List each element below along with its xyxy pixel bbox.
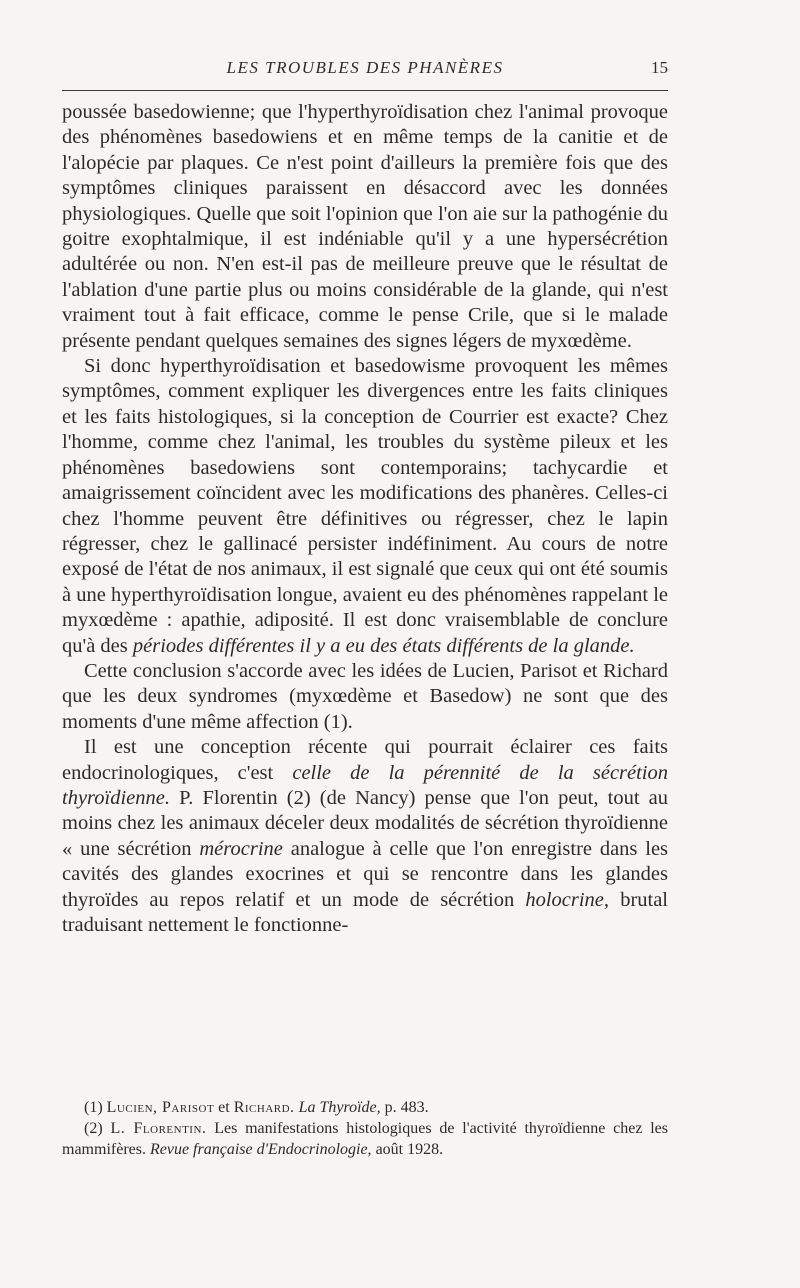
paragraph-4-italic-f: holocrine, xyxy=(525,888,610,911)
paragraph-2-text: Si donc hyperthyroïdisation et basedowisme provoquent les mêmes symptômes, comment expliquer les divergences entre les faits cliniques et les faits histologiques, si la conception de Courrier est exacte? Chez l'homme, comme chez l'animal, les troubles du système pileux et les phénomènes basedowiens sont contemporains; tachycardie et amaigrissement coïncident avec les modifications des phanères. Celles-ci chez l'homme peuvent être définitives ou régresser, chez le lapin régresser, chez le gallinacé persister indéfiniment. Au cours de notre exposé de l'état de nos animaux, il est signalé que ceux qui ont été soumis à une hyperthyroïdisation longue, avaient eu des phénomènes rappelant le myxœdème : apathie, adiposité. Il est donc vraisemblable de conclure qu'à des xyxy=(62,355,668,657)
footnote-2-journal: Revue française d'Endocrinologie, xyxy=(149,1141,372,1158)
footnotes xyxy=(62,1097,668,1160)
page-number: 15 xyxy=(651,58,668,77)
paragraph-4-text-a: Il est une conception récente qui pourrait éclairer ces faits endocrinologiques, c'est xyxy=(62,736,668,784)
running-header xyxy=(62,58,668,88)
header-rule xyxy=(62,90,668,91)
paragraph-3: Cette conclusion s'accorde avec les idées de Lucien, Parisot et Richard que les deux syndromes (myxœdème et Basedow) ne sont que des moments d'une même affection (1). xyxy=(62,659,668,733)
footnote-2-author: L. Florentin. xyxy=(110,1120,207,1137)
paragraph-1: poussée basedowienne; que l'hyperthyroïdisation chez l'animal provoque des phénomènes basedowiens et en même temps de la canitie et de l'alopécie par plaques. Ce n'est point d'ailleurs la première fois que des symptômes cliniques paraissent en désaccord avec les données physiologiques. Quelle que soit l'opinion que l'on aie sur la pathogénie du goitre exophtalmique, il est indéniable qu'il y a une hypersécrétion adultérée ou non. N'en est-il pas de meilleure preuve que le résultat de l'ablation d'une partie plus ou moins considérable de la glande, qui n'est vraiment tout à fait efficace, comme le pense Crile, que si le malade présente pendant quelques semaines des signes légers de myxœdème. xyxy=(62,101,668,352)
paragraph-4-text-c: P. Florentin (2) (de Nancy) pense que l'on peut, tout au moins chez les animaux déceler deux modalités de sécrétion thyroïdienne « une sécrétion xyxy=(62,786,668,860)
running-title: LES TROUBLES DES PHANÈRES xyxy=(226,58,504,77)
paragraph-4 xyxy=(62,735,668,938)
paragraph-4-italic-d: mérocrine xyxy=(199,837,283,860)
paragraph-4-text-g: brutal traduisant nettement le fonctionne- xyxy=(62,888,669,936)
paragraph-2 xyxy=(62,354,668,659)
main-text xyxy=(62,100,668,938)
footnote-1-authors: Lucien, Parisot xyxy=(106,1099,215,1116)
footnote-1-author-3: Richard. xyxy=(233,1099,295,1116)
paragraph-4-text-e: analogue à celle que l'on enregistre dans les cavités des glandes exocrines et qui se rencontre dans les glandes thyroïdes au repos relatif et un mode de sécrétion xyxy=(62,837,669,911)
footnote-2-date: août 1928. xyxy=(375,1141,444,1158)
footnote-2-number: (2) xyxy=(84,1120,103,1137)
footnote-1-title: La Thyroïde, xyxy=(298,1099,381,1116)
paragraph-2-italic: périodes différentes il y a eu des états différents de la glande. xyxy=(132,634,635,657)
footnote-1-number: (1) xyxy=(84,1099,103,1116)
footnote-2-text: Les manifestations histologiques de l'activité thyroïdienne chez les mammifères. xyxy=(62,1120,668,1158)
paragraph-4-italic-b: celle de la pérennité de la sécrétion thyroïdienne. xyxy=(62,761,669,809)
footnote-1-page: p. 483. xyxy=(384,1099,429,1116)
footnote-1 xyxy=(62,1097,668,1118)
footnote-1-and: et xyxy=(218,1099,230,1116)
footnote-2 xyxy=(62,1118,668,1160)
